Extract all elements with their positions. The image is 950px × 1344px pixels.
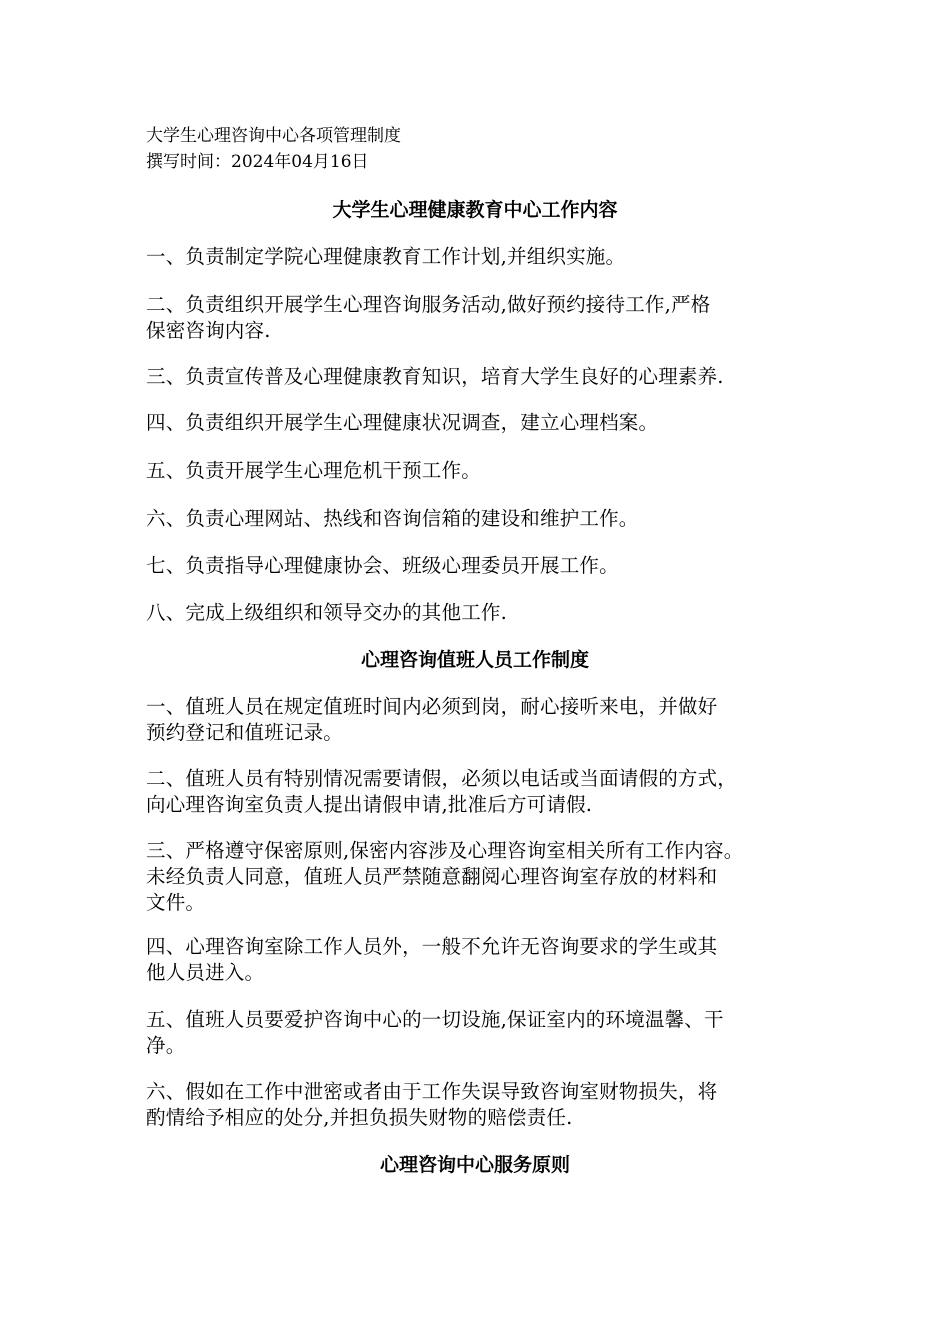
- work-content-item: [146, 600, 806, 626]
- duty-rule-item: [146, 1079, 806, 1131]
- written-time: 撰写时间：2024年04月16日: [146, 152, 369, 172]
- paragraph-line: 预约登记和值班记录。: [146, 721, 344, 744]
- work-content-item: [146, 292, 806, 344]
- duty-rule-item: [146, 934, 806, 986]
- duty-rule-item: [146, 838, 806, 916]
- paragraph-line: 一、值班人员在规定值班时间内必须到岗，耐心接听来电，并做好: [146, 695, 718, 718]
- paragraph-line: 未经负责人同意，值班人员严禁随意翻阅心理咨询室存放的材料和: [146, 865, 718, 888]
- paragraph-line: 酌情给予相应的处分,并担负损失财物的赔偿责任.: [146, 1106, 573, 1129]
- section-title-work-content: 大学生心理健康教育中心工作内容: [332, 199, 618, 221]
- paragraph-line: 保密咨询内容.: [146, 319, 271, 342]
- work-content-item: [146, 458, 806, 484]
- paragraph-line: 一、负责制定学院心理健康教育工作计划,并组织实施。: [146, 245, 626, 268]
- work-content-item: [146, 553, 806, 579]
- paragraph-line: 四、负责组织开展学生心理健康状况调查，建立心理档案。: [146, 411, 659, 434]
- paragraph-line: 他人员进入。: [146, 961, 265, 984]
- section-title-duty-rules: 心理咨询值班人员工作制度: [360, 649, 589, 671]
- work-content-item: [146, 364, 806, 390]
- paragraph-line: 三、负责宣传普及心理健康教育知识，培育大学生良好的心理素养.: [146, 365, 724, 388]
- paragraph-line: 文件。: [146, 891, 206, 914]
- duty-rule-item: [146, 694, 806, 746]
- work-content-item: [146, 244, 806, 270]
- paragraph-line: 向心理咨询室负责人提出请假申请,批准后方可请假.: [146, 793, 593, 816]
- work-content-item: [146, 506, 806, 532]
- paragraph-line: 七、负责指导心理健康协会、班级心理委员开展工作。: [146, 554, 619, 577]
- paragraph-line: 三、严格遵守保密原则,保密内容涉及心理咨询室相关所有工作内容。: [146, 839, 744, 862]
- duty-rule-item: [146, 1007, 806, 1059]
- duty-rule-item: [146, 766, 806, 818]
- work-content-item: [146, 410, 806, 436]
- paragraph-line: 二、负责组织开展学生心理咨询服务活动,做好预约接待工作,严格: [146, 293, 711, 316]
- paragraph-line: 六、负责心理网站、热线和咨询信箱的建设和维护工作。: [146, 507, 639, 530]
- document-header: [146, 123, 806, 175]
- document-name: 大学生心理咨询中心各项管理制度: [146, 126, 401, 146]
- paragraph-line: 四、心理咨询室除工作人员外，一般不允许无咨询要求的学生或其: [146, 935, 718, 958]
- paragraph-line: 八、完成上级组织和领导交办的其他工作.: [146, 601, 507, 624]
- paragraph-line: 二、值班人员有特别情况需要请假，必须以电话或当面请假的方式，: [146, 767, 738, 790]
- paragraph-line: 五、值班人员要爱护咨询中心的一切设施,保证室内的环境温馨、干: [146, 1008, 724, 1031]
- paragraph-line: 六、假如在工作中泄密或者由于工作失误导致咨询室财物损失，将: [146, 1080, 718, 1103]
- section-title-service-principles: 心理咨询中心服务原则: [379, 1154, 570, 1176]
- paragraph-line: 净。: [146, 1034, 186, 1057]
- paragraph-line: 五、负责开展学生心理危机干预工作。: [146, 459, 481, 482]
